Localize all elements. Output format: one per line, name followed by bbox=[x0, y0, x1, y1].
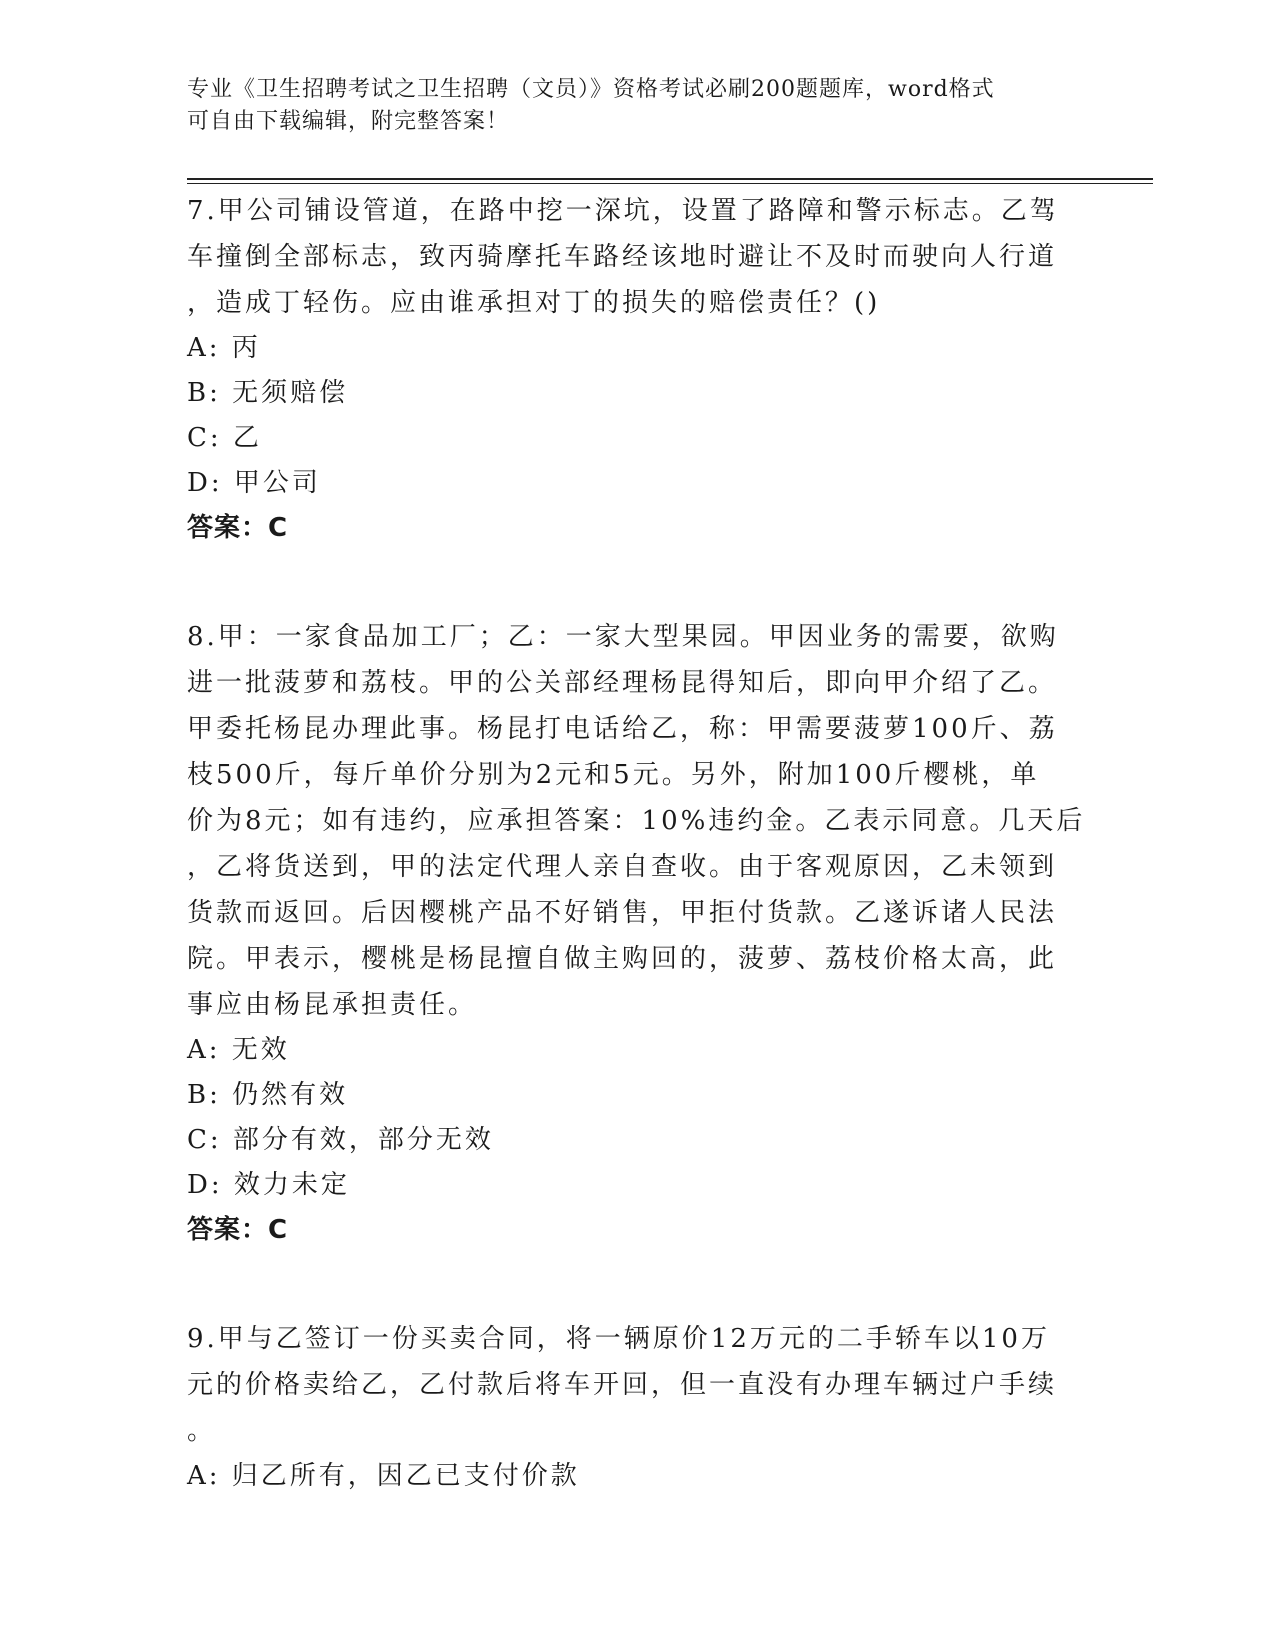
question-text-line: 院。甲表示，樱桃是杨昆擅自做主购回的，菠萝、荔枝价格太高，此 bbox=[187, 944, 1058, 974]
question-9 bbox=[187, 1316, 1067, 1499]
question-text-line: 车撞倒全部标志，致丙骑摩托车路经该地时避让不及时而驶向人行道 bbox=[187, 242, 1058, 272]
question-text-line: ，乙将货送到，甲的法定代理人亲自查收。由于客观原因，乙未领到 bbox=[187, 852, 1058, 882]
question-spacer bbox=[187, 1252, 1067, 1316]
question-text-line: 甲委托杨昆办理此事。杨昆打电话给乙，称：甲需要菠萝100斤、荔 bbox=[187, 714, 1058, 744]
option-a: A: 丙 bbox=[187, 333, 261, 363]
option-d: D: 甲公司 bbox=[187, 468, 321, 498]
option-b: B: 无须赔偿 bbox=[187, 378, 349, 408]
question-text-line: 7.甲公司铺设管道，在路中挖一深坑，设置了路障和警示标志。乙驾 bbox=[187, 196, 1059, 226]
question-text-line: 价为8元；如有违约，应承担答案：10%违约金。乙表示同意。几天后 bbox=[187, 806, 1086, 836]
option-b: B: 仍然有效 bbox=[187, 1080, 349, 1110]
question-text-line: 货款而返回。后因樱桃产品不好销售，甲拒付货款。乙遂诉诸人民法 bbox=[187, 898, 1058, 928]
header-divider-bottom bbox=[187, 183, 1153, 184]
option-c: C: 乙 bbox=[187, 423, 262, 453]
header-line-2: 可自由下载编辑，附完整答案！ bbox=[187, 109, 510, 134]
question-text-line: 事应由杨昆承担责任。 bbox=[187, 990, 478, 1020]
header-divider-top bbox=[187, 178, 1153, 180]
question-text-line: 8.甲：一家食品加工厂；乙：一家大型果园。甲因业务的需要，欲购 bbox=[187, 622, 1059, 652]
question-8 bbox=[187, 614, 1086, 1252]
option-a: A: 归乙所有，因乙已支付价款 bbox=[187, 1461, 580, 1491]
question-text-line: 。 bbox=[187, 1416, 217, 1446]
answer-label: 答案：C bbox=[187, 513, 289, 543]
question-text-line: 枝500斤，每斤单价分别为2元和5元。另外，附加100斤樱桃，单 bbox=[187, 760, 1040, 790]
answer-label: 答案：C bbox=[187, 1215, 289, 1245]
question-7 bbox=[187, 188, 1067, 550]
header-line-1: 专业《卫生招聘考试之卫生招聘（文员）》资格考试必刷200题题库，word格式 bbox=[187, 77, 995, 102]
question-text-line: ，造成丁轻伤。应由谁承担对丁的损失的赔偿责任？() bbox=[187, 288, 881, 318]
question-spacer bbox=[187, 550, 1067, 614]
question-text-line: 9.甲与乙签订一份买卖合同，将一辆原价12万元的二手轿车以10万 bbox=[187, 1324, 1050, 1354]
option-d: D: 效力未定 bbox=[187, 1170, 350, 1200]
question-text-line: 进一批菠萝和荔枝。甲的公关部经理杨昆得知后，即向甲介绍了乙。 bbox=[187, 668, 1058, 698]
question-list bbox=[187, 188, 1086, 1499]
option-a: A: 无效 bbox=[187, 1035, 290, 1065]
question-text-line: 元的价格卖给乙，乙付款后将车开回，但一直没有办理车辆过户手续 bbox=[187, 1370, 1058, 1400]
option-c: C: 部分有效，部分无效 bbox=[187, 1125, 494, 1155]
document-header bbox=[187, 74, 1067, 138]
